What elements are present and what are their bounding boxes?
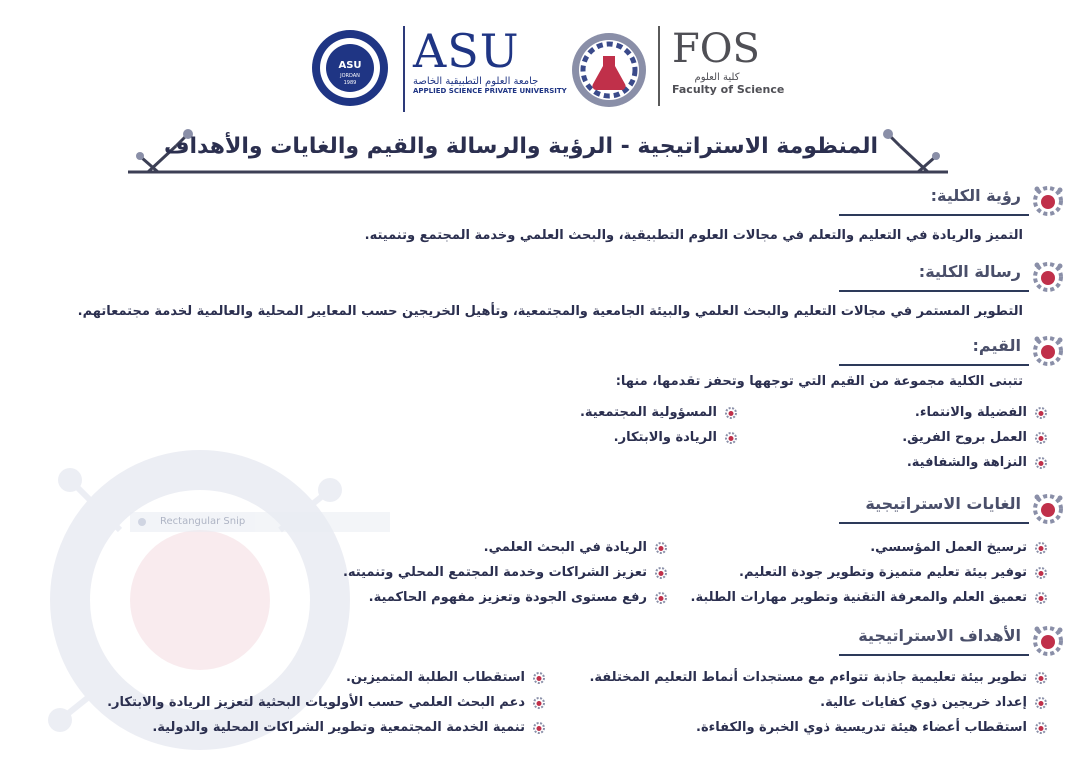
vision-underline: [839, 214, 1029, 216]
gear-flask-icon: [1031, 334, 1065, 368]
gear-bullet-icon: [1035, 672, 1047, 684]
list-item: تنمية الخدمة المجتمعية وتطوير الشراكات المحلية والدولية.: [152, 720, 545, 735]
gear-bullet-icon: [655, 592, 667, 604]
gear-bullet-icon: [1035, 567, 1047, 579]
page-title: المنظومة الاستراتيجية - الرؤية والرسالة والقيم والغايات والأهداف: [163, 134, 878, 159]
gear-bullet-icon: [1035, 432, 1047, 444]
mission-underline: [839, 290, 1029, 292]
list-item: إعداد خريجين ذوي كفايات عالية.: [820, 695, 1047, 710]
list-item: العمل بروح الفريق.: [902, 430, 1047, 445]
list-item: استقطاب الطلبة المتميزين.: [346, 670, 545, 685]
list-item: النزاهة والشفافية.: [907, 455, 1047, 470]
fos-english-name: Faculty of Science: [672, 83, 785, 96]
gear-bullet-icon: [533, 672, 545, 684]
goals-heading: الغايات الاستراتيجية: [865, 494, 1021, 513]
header-logos: [305, 22, 785, 112]
title-banner: [128, 128, 948, 180]
list-item: الفضيلة والانتماء.: [915, 405, 1047, 420]
values-heading: القيم:: [972, 336, 1021, 355]
section-mission-header: [55, 260, 1065, 294]
vision-heading: رؤية الكلية:: [930, 186, 1021, 205]
gear-flask-icon: [1031, 624, 1065, 658]
fos-wordmark: [658, 26, 785, 106]
vision-text: التميز والريادة في التعليم والتعلم في مجالات العلوم التطبيقية، والبحث العلمي وخدمة المجتمع وتنميته.: [364, 228, 1023, 243]
section-vision-header: [55, 184, 1065, 218]
list-item: تطوير بيئة تعليمية جاذبة تتواءم مع مستجدات أنماط التعليم المختلفة.: [589, 670, 1047, 685]
gear-bullet-icon: [1035, 457, 1047, 469]
list-item: دعم البحث العلمي حسب الأولويات البحثية لتعزيز الريادة والابتكار.: [107, 695, 545, 710]
values-intro: تتبنى الكلية مجموعة من القيم التي توجهها وتحفز تقدمها، منها:: [615, 374, 1023, 389]
fos-seal-logo: [569, 30, 649, 110]
gear-bullet-icon: [1035, 542, 1047, 554]
list-item: رفع مستوى الجودة وتعزيز مفهوم الحاكمية.: [369, 590, 667, 605]
gear-bullet-icon: [533, 697, 545, 709]
mission-heading: رسالة الكلية:: [918, 262, 1021, 281]
gear-flask-icon: [1031, 492, 1065, 526]
section-values-header: [55, 334, 1065, 368]
gear-bullet-icon: [655, 542, 667, 554]
fos-arabic-name: كلية العلوم: [694, 72, 740, 83]
gear-bullet-icon: [655, 567, 667, 579]
gear-bullet-icon: [1035, 722, 1047, 734]
fos-logo-text: FOS: [672, 26, 760, 72]
asu-seal-center: ASU: [338, 60, 362, 71]
snip-ghost-label: Rectangular Snip: [160, 516, 246, 527]
list-item: تعزيز الشراكات وخدمة المجتمع المحلي وتنميته.: [343, 565, 667, 580]
gear-flask-icon: [1031, 260, 1065, 294]
objectives-heading: الأهداف الاستراتيجية: [858, 626, 1021, 645]
asu-seal-country: JORDAN: [340, 73, 360, 79]
list-item: تعميق العلم والمعرفة التقنية وتطوير مهارات الطلبة.: [691, 590, 1047, 605]
gear-bullet-icon: [725, 432, 737, 444]
section-objectives-header: [55, 624, 1065, 658]
objectives-underline: [839, 654, 1029, 656]
asu-seal-year: 1989: [343, 80, 357, 86]
gear-bullet-icon: [533, 722, 545, 734]
list-item: ترسيخ العمل المؤسسي.: [870, 540, 1047, 555]
asu-english-name: APPLIED SCIENCE PRIVATE UNIVERSITY: [413, 87, 567, 95]
list-item: توفير بيئة تعليم متميزة وتطوير جودة التعليم.: [739, 565, 1047, 580]
gear-bullet-icon: [1035, 592, 1047, 604]
list-item: المسؤولية المجتمعية.: [580, 405, 737, 420]
values-underline: [839, 364, 1029, 366]
list-item: الريادة في البحث العلمي.: [484, 540, 667, 555]
list-item: الريادة والابتكار.: [614, 430, 737, 445]
goals-underline: [839, 522, 1029, 524]
gear-bullet-icon: [1035, 407, 1047, 419]
gear-flask-icon: [1031, 184, 1065, 218]
asu-logo-text: ASU: [413, 24, 520, 78]
asu-seal-logo: [310, 28, 390, 108]
asu-wordmark: [403, 24, 567, 112]
section-goals-header: [55, 492, 1065, 526]
list-item: استقطاب أعضاء هيئة تدريسية ذوي الخبرة والكفاءة.: [696, 720, 1047, 735]
asu-arabic-name: جامعة العلوم التطبيقية الخاصة: [413, 76, 539, 87]
mission-text: التطوير المستمر في مجالات التعليم والبحث العلمي والبيئة الجامعية والمجتمعية، وتأهيل الخريجين حسب المعايير المحلية والعالمية لخدمة مجتمعاتهم.: [77, 304, 1023, 319]
gear-bullet-icon: [725, 407, 737, 419]
gear-bullet-icon: [1035, 697, 1047, 709]
